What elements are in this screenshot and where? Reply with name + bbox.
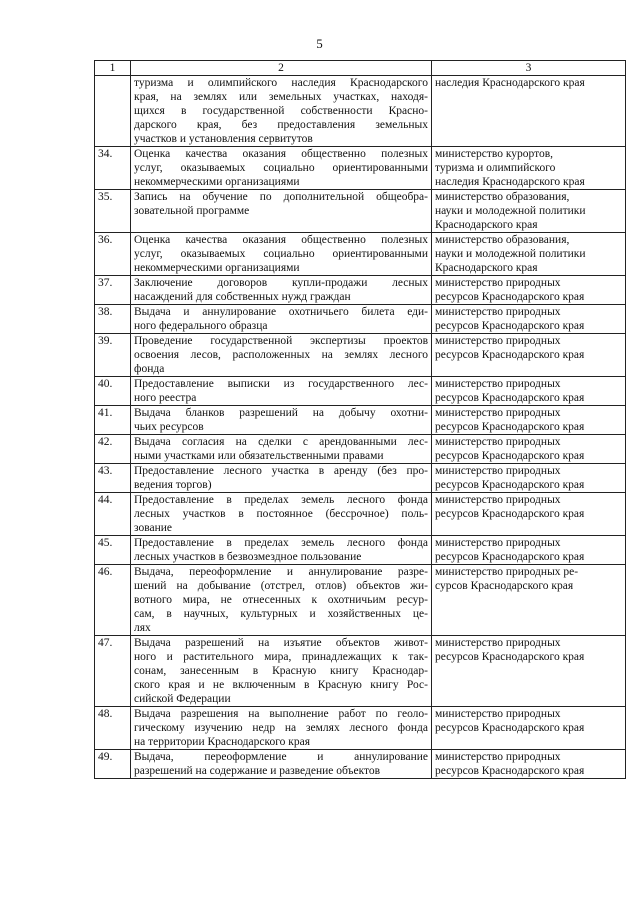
service-name-cell bbox=[131, 536, 432, 565]
table-row bbox=[95, 464, 626, 493]
service-name-line: ного реестра bbox=[134, 392, 197, 404]
agency-line: ресурсов Краснодарского края bbox=[435, 722, 585, 734]
agency-cell bbox=[432, 334, 626, 377]
service-name-line: чьих ресурсов bbox=[134, 421, 204, 433]
service-name-line: щихся в государственной собственности Красно- bbox=[134, 105, 428, 117]
service-name-line: лесных участков в постоянное (бессрочное) поль- bbox=[134, 508, 428, 520]
table-row bbox=[95, 435, 626, 464]
agency-cell bbox=[432, 493, 626, 536]
agency-line: ресурсов Краснодарского края bbox=[435, 765, 585, 777]
agency-line: министерство образования, bbox=[435, 234, 570, 246]
service-name-cell bbox=[131, 334, 432, 377]
agency-line: ресурсов Краснодарского края bbox=[435, 508, 585, 520]
service-name-line: Запись на обучение по дополнительной общеобра- bbox=[134, 191, 428, 203]
service-name-line: фонда bbox=[134, 363, 165, 375]
agency-line: министерство природных bbox=[435, 436, 561, 448]
service-name-line: зование bbox=[134, 522, 173, 534]
service-name-line: Предоставление в пределах земель лесного фонда bbox=[134, 537, 428, 549]
service-name-line: Выдача бланков разрешений на добычу охотни- bbox=[134, 407, 428, 419]
agency-line: ресурсов Краснодарского края bbox=[435, 349, 585, 361]
agency-line: наследия Краснодарского края bbox=[435, 77, 585, 89]
agency-line: Краснодарского края bbox=[435, 219, 538, 231]
row-number: 45. bbox=[95, 536, 131, 565]
service-name-line: Предоставление выписки из государственного лес- bbox=[134, 378, 428, 390]
service-name-line: Выдача согласия на сделки с арендованными лес- bbox=[134, 436, 428, 448]
service-name-line: ными участками или обязательственными правами bbox=[134, 450, 384, 462]
row-number bbox=[95, 76, 131, 147]
table-row bbox=[95, 190, 626, 233]
table-row bbox=[95, 305, 626, 334]
row-number: 34. bbox=[95, 147, 131, 190]
agency-line: министерство природных bbox=[435, 637, 561, 649]
agency-line: министерство природных bbox=[435, 537, 561, 549]
services-table bbox=[94, 60, 626, 779]
agency-line: министерство природных bbox=[435, 708, 561, 720]
service-name-cell bbox=[131, 276, 432, 305]
row-number: 49. bbox=[95, 750, 131, 779]
agency-cell bbox=[432, 276, 626, 305]
service-name-line: на территории Краснодарского края bbox=[134, 736, 311, 748]
agency-cell bbox=[432, 147, 626, 190]
service-name-cell bbox=[131, 305, 432, 334]
row-number: 44. bbox=[95, 493, 131, 536]
row-number: 36. bbox=[95, 233, 131, 276]
table-row bbox=[95, 707, 626, 750]
agency-line: министерство природных bbox=[435, 335, 561, 347]
agency-line: науки и молодежной политики bbox=[435, 248, 586, 260]
service-name-line: Проведение государственной экспертизы проектов bbox=[134, 335, 428, 347]
service-name-line: гическому изучению недр на землях лесного фонда bbox=[134, 722, 428, 734]
agency-line: науки и молодежной политики bbox=[435, 205, 586, 217]
service-name-line: участков и установления сервитутов bbox=[134, 133, 313, 145]
agency-line: ресурсов Краснодарского края bbox=[435, 320, 585, 332]
table-row bbox=[95, 406, 626, 435]
service-name-line: шений на добывание (отстрел, отлов) объектов жи- bbox=[134, 580, 428, 592]
row-number: 46. bbox=[95, 565, 131, 636]
service-name-line: Выдача разрешения на выполнение работ по геоло- bbox=[134, 708, 428, 720]
service-name-line: некоммерческими организациями bbox=[134, 176, 300, 188]
table-row bbox=[95, 233, 626, 276]
service-name-line: Предоставление лесного участка в аренду (без про- bbox=[134, 465, 428, 477]
table-row bbox=[95, 76, 626, 147]
service-name-line: Оценка качества оказания общественно полезных bbox=[134, 234, 428, 246]
service-name-line: вотного мира, не отнесенных к охотничьим ресур- bbox=[134, 594, 428, 606]
service-name-line: Выдача, переоформление и аннулирование разре- bbox=[134, 566, 428, 578]
agency-line: туризма и олимпийского bbox=[435, 162, 556, 174]
table-row bbox=[95, 334, 626, 377]
service-name-line: дарского края, без предоставления земельных bbox=[134, 119, 428, 131]
service-name-line: ведения торгов) bbox=[134, 479, 212, 491]
agency-line: министерство природных bbox=[435, 751, 561, 763]
agency-cell bbox=[432, 464, 626, 493]
row-number: 48. bbox=[95, 707, 131, 750]
agency-line: ресурсов Краснодарского края bbox=[435, 479, 585, 491]
table-row bbox=[95, 377, 626, 406]
service-name-cell bbox=[131, 464, 432, 493]
agency-cell bbox=[432, 636, 626, 707]
service-name-line: услуг, оказываемых социально ориентированными bbox=[134, 162, 428, 174]
header-col-1: 1 bbox=[95, 61, 131, 76]
service-name-line: Предоставление в пределах земель лесного фонда bbox=[134, 494, 428, 506]
agency-line: министерство природных bbox=[435, 306, 561, 318]
service-name-cell bbox=[131, 147, 432, 190]
row-number: 47. bbox=[95, 636, 131, 707]
page-number: 5 bbox=[316, 36, 323, 51]
row-number: 41. bbox=[95, 406, 131, 435]
agency-line: ресурсов Краснодарского края bbox=[435, 392, 585, 404]
agency-cell bbox=[432, 190, 626, 233]
table-row bbox=[95, 565, 626, 636]
row-number: 43. bbox=[95, 464, 131, 493]
agency-line: министерство природных bbox=[435, 378, 561, 390]
service-name-cell bbox=[131, 750, 432, 779]
service-name-line: Выдача разрешений на изъятие объектов живот- bbox=[134, 637, 428, 649]
service-name-line: сийской Федерации bbox=[134, 693, 231, 705]
agency-cell bbox=[432, 750, 626, 779]
table-header-row bbox=[95, 61, 626, 76]
service-name-line: услуг, оказываемых социально ориентированными bbox=[134, 248, 428, 260]
service-name-cell bbox=[131, 707, 432, 750]
service-name-line: ного и растительного мира, принадлежащих к так- bbox=[134, 651, 428, 663]
header-col-3: 3 bbox=[432, 61, 626, 76]
agency-line: ресурсов Краснодарского края bbox=[435, 651, 585, 663]
service-name-line: Заключение договоров купли-продажи лесных bbox=[134, 277, 428, 289]
service-name-cell bbox=[131, 636, 432, 707]
agency-line: сурсов Краснодарского края bbox=[435, 580, 574, 592]
agency-line: министерство природных ре- bbox=[435, 566, 579, 578]
service-name-cell bbox=[131, 377, 432, 406]
table-row bbox=[95, 750, 626, 779]
agency-cell bbox=[432, 565, 626, 636]
service-name-line: сонам, занесенным в Красную книгу Краснодар- bbox=[134, 665, 428, 677]
service-name-cell bbox=[131, 233, 432, 276]
agency-cell bbox=[432, 536, 626, 565]
agency-line: наследия Краснодарского края bbox=[435, 176, 585, 188]
row-number: 37. bbox=[95, 276, 131, 305]
service-name-line: ного федерального образца bbox=[134, 320, 268, 332]
service-name-cell bbox=[131, 435, 432, 464]
service-name-line: насаждений для собственных нужд граждан bbox=[134, 291, 351, 303]
agency-cell bbox=[432, 305, 626, 334]
agency-line: ресурсов Краснодарского края bbox=[435, 291, 585, 303]
row-number: 40. bbox=[95, 377, 131, 406]
agency-cell bbox=[432, 435, 626, 464]
agency-line: министерство курортов, bbox=[435, 148, 554, 160]
row-number: 35. bbox=[95, 190, 131, 233]
service-name-line: лях bbox=[134, 622, 151, 634]
agency-cell bbox=[432, 377, 626, 406]
service-name-line: сам, в научных, культурных и хозяйственных це- bbox=[134, 608, 428, 620]
service-name-cell bbox=[131, 76, 432, 147]
service-name-line: ского края и не включенным в Красную книгу Рос- bbox=[134, 679, 428, 691]
service-name-line: освоения лесов, расположенных на землях лесного bbox=[134, 349, 428, 361]
agency-line: министерство образования, bbox=[435, 191, 570, 203]
agency-cell bbox=[432, 233, 626, 276]
agency-line: министерство природных bbox=[435, 407, 561, 419]
table-row bbox=[95, 276, 626, 305]
agency-line: министерство природных bbox=[435, 465, 561, 477]
row-number: 42. bbox=[95, 435, 131, 464]
service-name-line: некоммерческими организациями bbox=[134, 262, 300, 274]
service-name-line: зовательной программе bbox=[134, 205, 250, 217]
table-row bbox=[95, 147, 626, 190]
agency-line: ресурсов Краснодарского края bbox=[435, 421, 585, 433]
table-row bbox=[95, 636, 626, 707]
agency-line: министерство природных bbox=[435, 494, 561, 506]
service-name-line: туризма и олимпийского наследия Краснодарского bbox=[134, 77, 428, 89]
table-row bbox=[95, 493, 626, 536]
agency-cell bbox=[432, 406, 626, 435]
service-name-line: Выдача и аннулирование охотничьего билета еди- bbox=[134, 306, 428, 318]
agency-line: министерство природных bbox=[435, 277, 561, 289]
service-name-cell bbox=[131, 406, 432, 435]
table-body bbox=[95, 61, 626, 779]
service-name-cell bbox=[131, 565, 432, 636]
agency-line: ресурсов Краснодарского края bbox=[435, 450, 585, 462]
service-name-line: разрешений на содержание и разведение объектов bbox=[134, 765, 381, 777]
service-name-line: края, на землях или земельных участках, находя- bbox=[134, 91, 428, 103]
agency-cell bbox=[432, 76, 626, 147]
service-name-cell bbox=[131, 190, 432, 233]
agency-line: Краснодарского края bbox=[435, 262, 538, 274]
service-name-cell bbox=[131, 493, 432, 536]
row-number: 38. bbox=[95, 305, 131, 334]
header-col-2: 2 bbox=[131, 61, 432, 76]
row-number: 39. bbox=[95, 334, 131, 377]
table-row bbox=[95, 536, 626, 565]
service-name-line: Оценка качества оказания общественно полезных bbox=[134, 148, 428, 160]
agency-cell bbox=[432, 707, 626, 750]
agency-line: ресурсов Краснодарского края bbox=[435, 551, 585, 563]
service-name-line: лесных участков в безвозмездное пользование bbox=[134, 551, 362, 563]
service-name-line: Выдача, переоформление и аннулирование bbox=[134, 751, 428, 763]
